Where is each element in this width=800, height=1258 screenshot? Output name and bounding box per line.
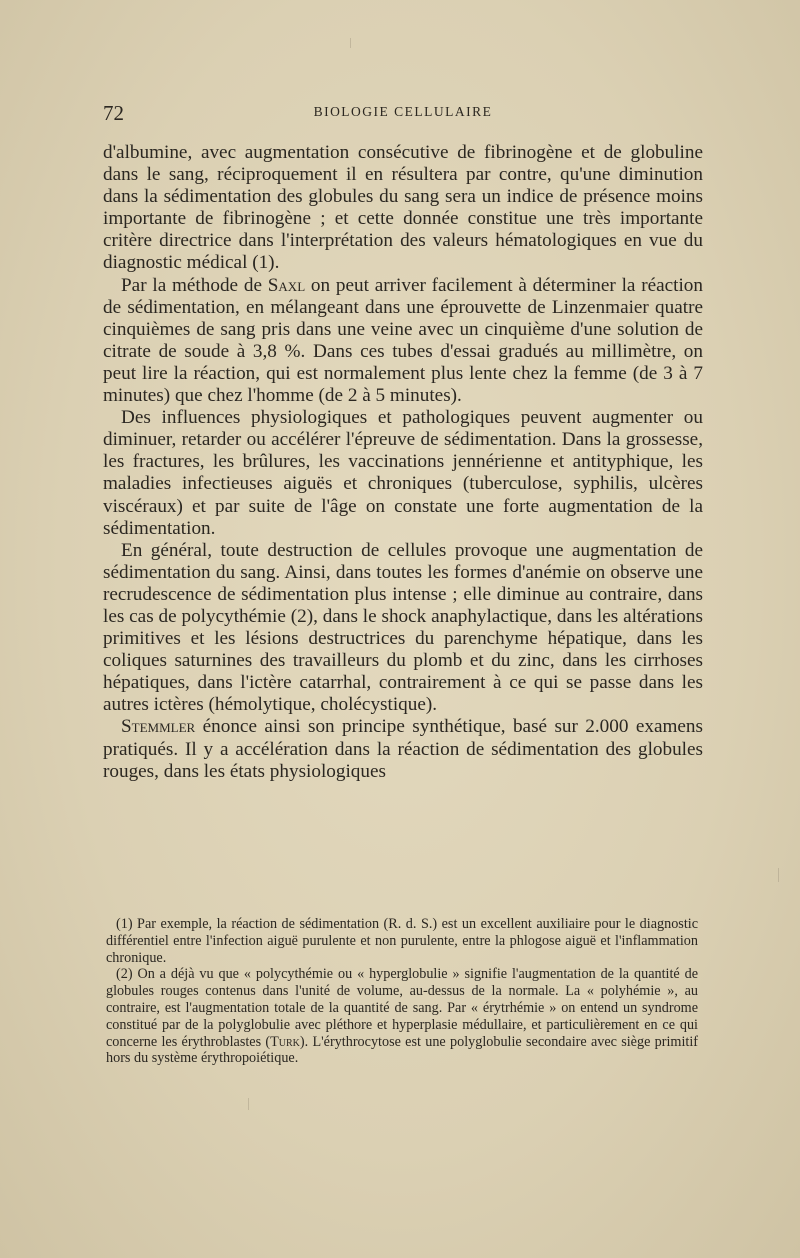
author-name-turk: Turk [270, 1033, 300, 1050]
paragraph-4: En général, toute destruction de cellules provoque une augmentation de sédimentation du sang. Ainsi, dans toutes les formes d'anémie on observe une recrudescence de sédimentation plus intense ; elle diminue au contraire, dans les cas de polycythémie (2), dans le shock anaphylactique, dans les altérations primitives et les lésions destructrices du parenchyme hépatique, dans les coliques saturnines des travailleurs du plomb et du zinc, dans les cirrhoses hépatiques, dans l'ictère catarrhal, contrairement à ce qui se passe dans les autres ictères (hémolytique, cholécystique). [103, 539, 703, 716]
paragraph-2-lead: Par la méthode de [121, 274, 268, 296]
paragraph-5 [103, 716, 703, 782]
paragraph-5-rest: énonce ainsi son principe synthétique, basé sur 2.000 examens pratiqués. Il y a accélération dans la réaction de sédimentation des globules rouges, dans les états physiologiques [103, 716, 703, 782]
footnote-1: (1) Par exemple, la réaction de sédimentation (R. d. S.) est un excellent auxiliaire pour le diagnostic différentiel entre l'infection aiguë purulente et non purulente, entre la phlogose aiguë et l'inflammation chronique. [106, 916, 698, 966]
page-number: 72 [103, 101, 124, 125]
page-header [103, 101, 703, 125]
paragraph-2 [103, 275, 703, 408]
paragraph-1: d'albumine, avec augmentation consécutive de fibrinogène et de globuline dans le sang, réciproquement il en résultera par contre, qu'une diminution dans la sédimentation des globules du sang sera un indice de présence moins importante de fibrinogène ; et cette donnée constitue une très importante critère directrice dans l'interprétation des valeurs hématologiques en vue du diagnostic médical (1). [103, 142, 703, 274]
paper-speck [248, 1098, 249, 1110]
paper-speck [778, 868, 779, 882]
author-name-stemmler: Stemmler [121, 716, 196, 738]
running-title: BIOLOGIE CELLULAIRE [313, 104, 493, 119]
author-name-saxl: Saxl [267, 274, 306, 296]
footnote-2 [106, 966, 698, 1067]
footnote-2-lead: (2) On a déjà vu que « polycythémie ou « hyperglobulie » signifie l'augmentation de la quantité de globules rouges contenus dans l'unité de volume, au-dessus de la normale. La « polyhémie », au contraire, est l'augmentation totale de la quantité de sang. Par « érytrhémie » on entend un syndrome constitué par de la polyglobulie avec pléthore et hyperplasie médullaire, et particulièrement en ce qui concerne les érythroblastes ( [106, 966, 698, 1050]
paragraph-3: Des influences physiologiques et pathologiques peuvent augmenter ou diminuer, retarder ou accélérer l'épreuve de sédimentation. Dans la grossesse, les fractures, les brûlures, les vaccinations jennérienne et antityphique, les maladies infectieuses aiguës et chroniques (tuberculose, syphilis, ulcères viscéraux) et par suite de l'âge on constate une forte augmentation de la sédimentation. [103, 407, 703, 539]
main-text [103, 142, 703, 783]
footnote-2-rest: ). L'érythrocytose est une polyglobulie secondaire avec siège primitif hors du système érythropoiétique. [106, 1033, 699, 1067]
footnotes [106, 916, 698, 1067]
paragraph-2-rest: on peut arriver facilement à déterminer la réaction de sédimentation, en mélangeant dans une éprouvette de Linzenmaier quatre cinquièmes de sang pris dans une veine avec un cinquième d'une solution de citrate de soude à 3,8 %. Dans ces tubes d'essai gradués au millimètre, on peut lire la réaction, qui est normalement plus lente chez la femme (de 3 à 7 minutes) que chez l'homme (de 2 à 5 minutes). [103, 274, 703, 407]
paper-speck [350, 38, 351, 48]
